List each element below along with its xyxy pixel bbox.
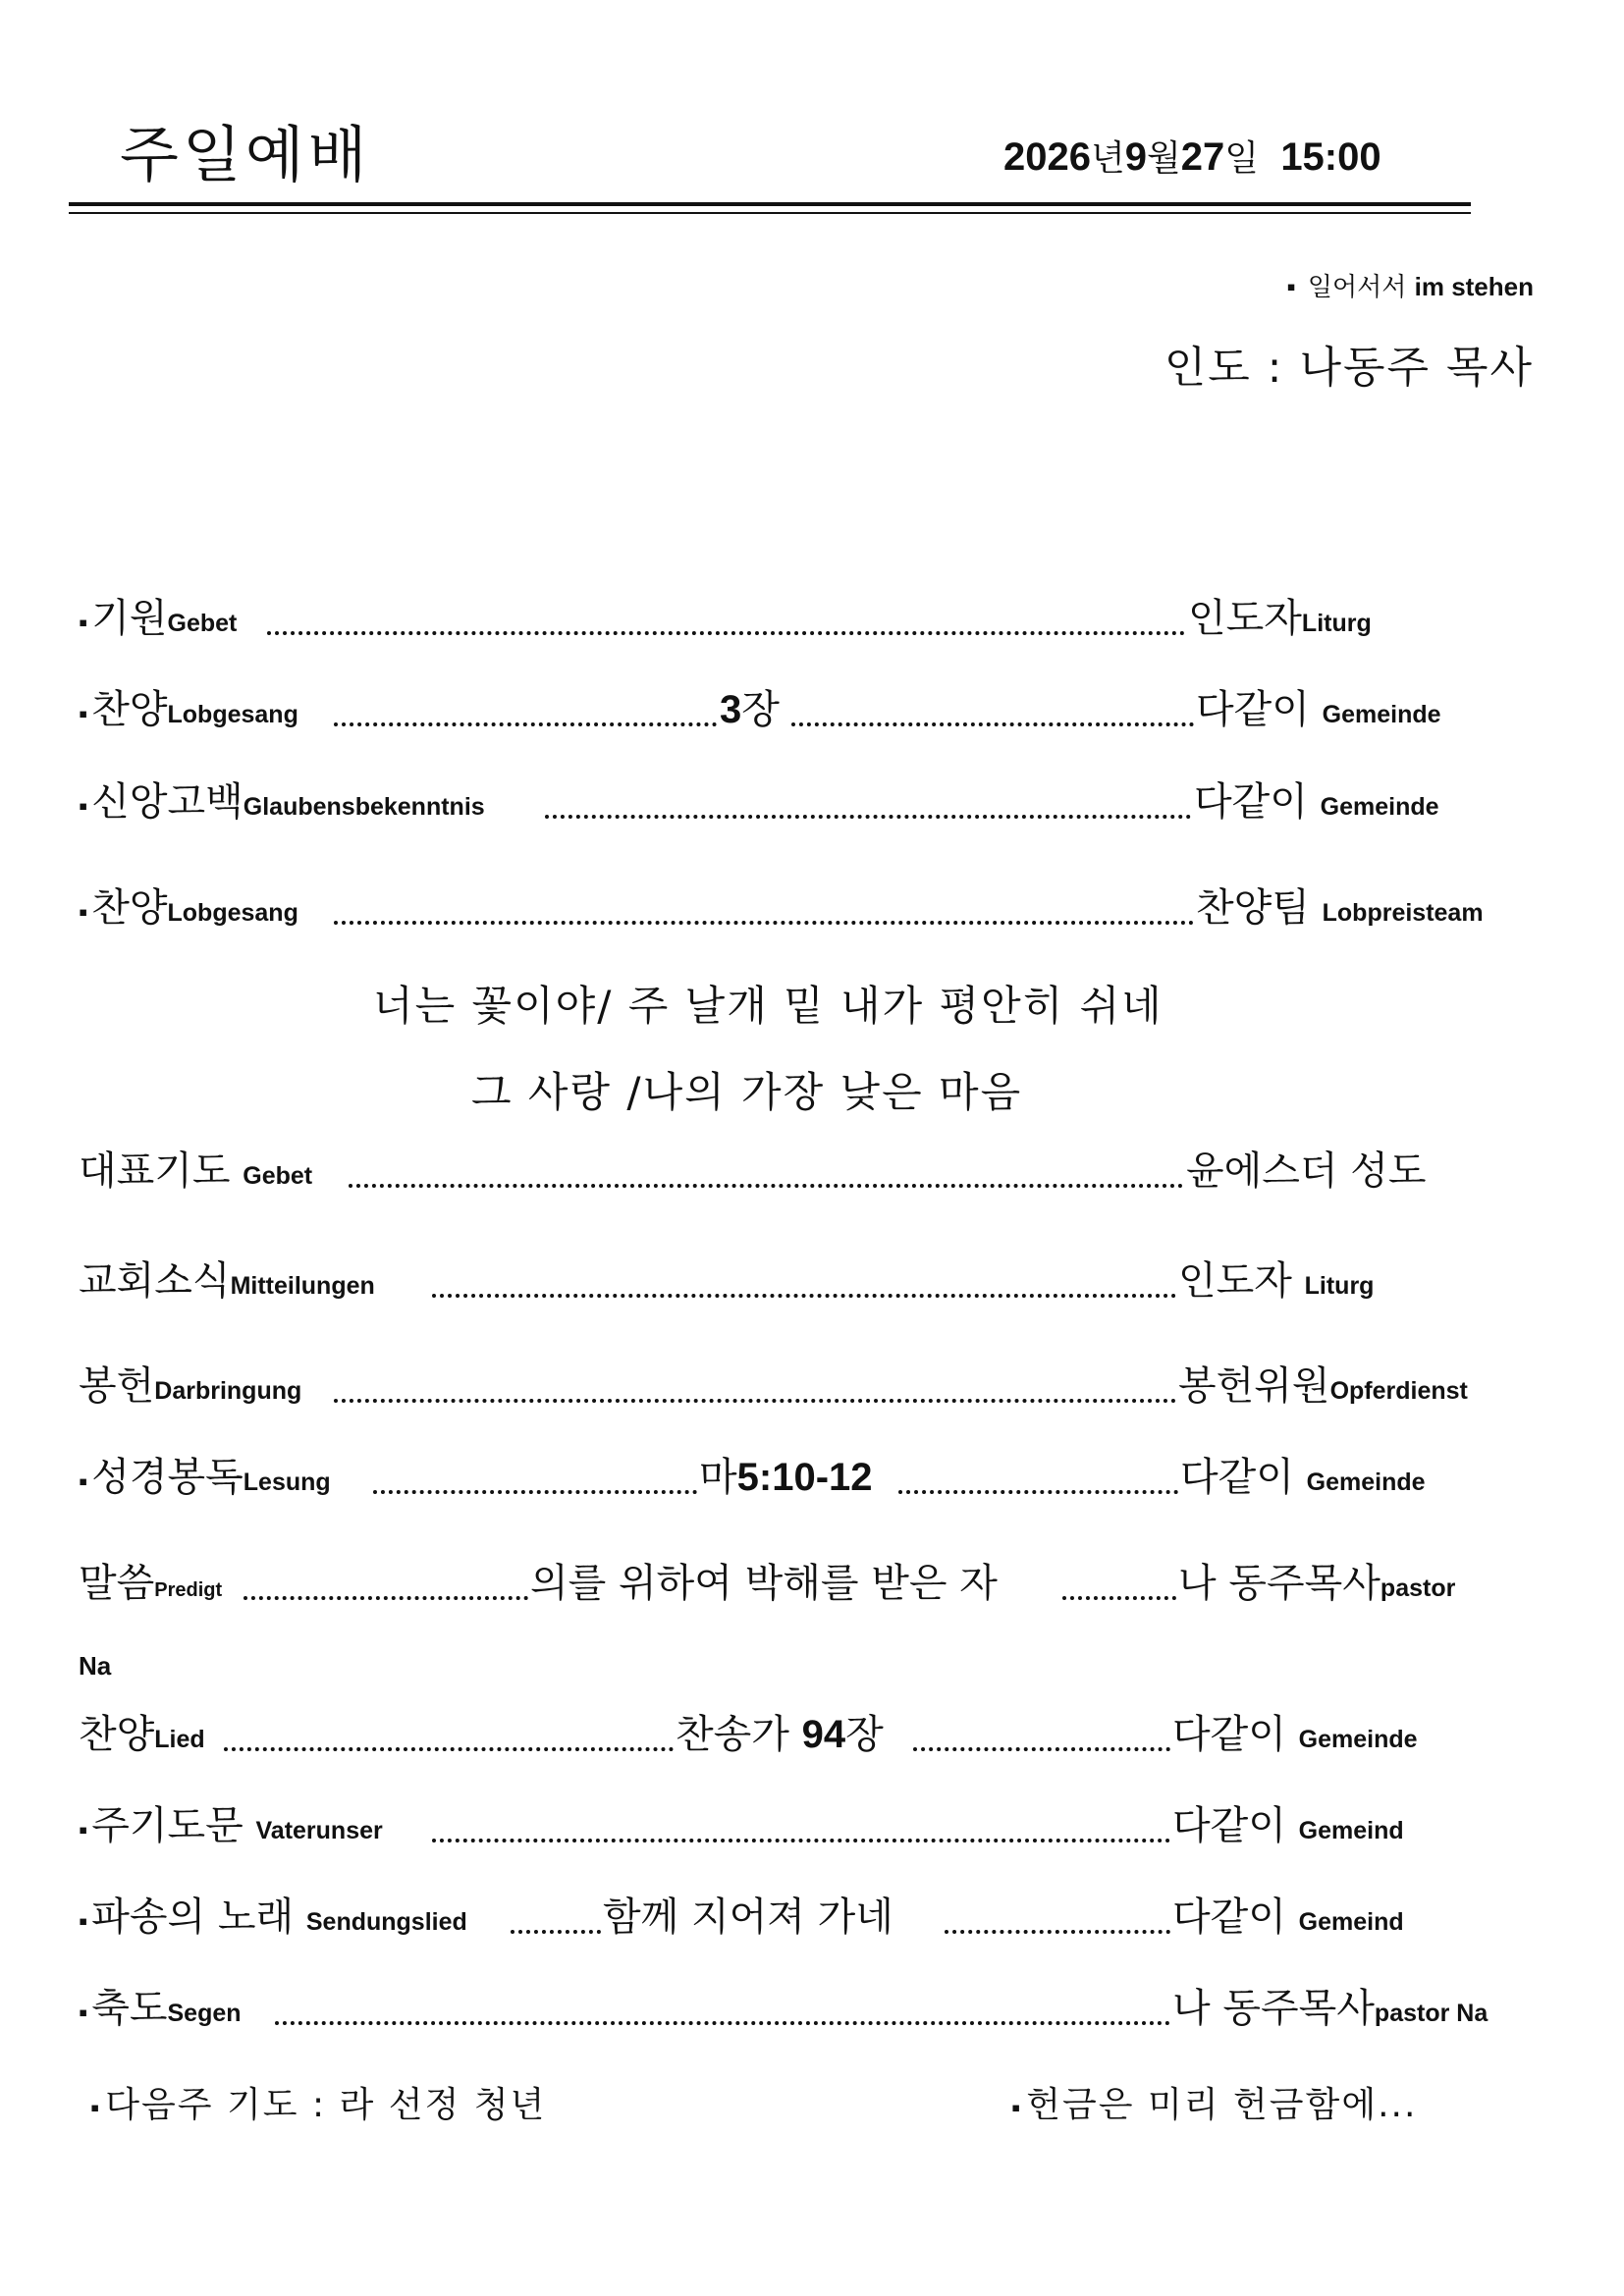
leader-dots [334, 921, 1194, 925]
leader-dots [791, 722, 1194, 726]
item-performer-de: Opferdienst [1329, 1377, 1468, 1405]
leader-dots [913, 1747, 1170, 1751]
item-title-kr: 찬양 [91, 885, 168, 931]
date-year-unit: 년 [1090, 138, 1125, 179]
order-item-announcements [0, 1227, 1624, 1306]
service-leader: 인도 : 나동주 목사 [1164, 343, 1534, 393]
standing-note-kr: 일어서서 [1307, 273, 1407, 302]
item-performer: 인도자 [1178, 1258, 1292, 1304]
item-performer: 다같이 [1172, 1803, 1286, 1848]
hymn-unit: 장 [741, 687, 780, 732]
item-performer-de: Gemeinde [1306, 1468, 1426, 1496]
header-divider-thin [69, 212, 1471, 214]
order-item-invocation [0, 564, 1624, 643]
order-item-creed [0, 748, 1624, 827]
header-divider [69, 202, 1471, 206]
page-title: 주일예배 [120, 119, 371, 190]
item-performer-de: Gemeind [1298, 1908, 1404, 1936]
leader-dots [244, 1596, 528, 1600]
item-title-kr: 기원 [91, 596, 168, 641]
item-title-de: Lobgesang [167, 899, 298, 927]
item-performer: 인도자 [1188, 596, 1302, 641]
order-item-praise-hymn [0, 656, 1624, 734]
leader-dots [511, 1930, 601, 1934]
item-title-de: Predigt [154, 1579, 223, 1601]
sermon-performer-continuation: Na [79, 1651, 112, 1681]
item-performer-de: Gemeinde [1322, 701, 1441, 728]
bullet: ▪ [79, 699, 88, 728]
order-item-representative-prayer [0, 1117, 1624, 1196]
item-title-de: Segen [167, 2000, 242, 2027]
item-title-kr: 교회소식 [79, 1258, 231, 1304]
item-title-de: Lobgesang [167, 701, 298, 728]
item-title-de: Lied [154, 1726, 205, 1753]
leader-dots [432, 1839, 1170, 1842]
scripture-verses: 5:10-12 [736, 1456, 873, 1499]
leader-dots [373, 1490, 697, 1494]
item-title-kr: 봉헌 [79, 1363, 155, 1409]
item-performer-de: Gemeinde [1298, 1726, 1418, 1753]
service-datetime [1003, 131, 1381, 181]
order-item-lords-prayer [0, 1772, 1624, 1850]
item-title-kr: 파송의 노래 [91, 1895, 295, 1940]
hymn-label: 찬송가 [676, 1712, 802, 1757]
date-month: 9 [1124, 135, 1148, 179]
bullet: ▪ [1286, 272, 1296, 301]
date-day: 27 [1180, 135, 1225, 179]
item-performer: 봉헌위원 [1178, 1363, 1330, 1409]
leader-dots [224, 1747, 674, 1751]
hymn-unit: 장 [845, 1712, 884, 1757]
hymn-number: 94 [801, 1713, 846, 1756]
order-item-benediction [0, 1954, 1624, 2033]
sermon-title: 의를 위하여 박해를 받은 자 [530, 1561, 998, 1606]
leader-dots [334, 1399, 1176, 1403]
standing-note-de: im stehen [1414, 272, 1534, 301]
item-performer: 윤에스더 성도 [1186, 1148, 1427, 1194]
leader-dots [898, 1490, 1178, 1494]
leader-dots [1062, 1596, 1176, 1600]
bullet: ▪ [79, 1467, 88, 1496]
item-title-de: Lesung [243, 1468, 331, 1496]
item-performer-de: Lobpreisteam [1322, 899, 1484, 927]
item-performer: 나 동주목사 [1172, 1986, 1375, 2031]
leader-dots [275, 2021, 1170, 2025]
order-item-hymn [0, 1681, 1624, 1759]
item-title-kr: 말씀 [79, 1561, 155, 1606]
item-performer-de: Liturg [1304, 1272, 1375, 1300]
bullet: ▪ [79, 1906, 88, 1936]
date-month-unit: 월 [1147, 138, 1181, 179]
service-time: 15:00 [1280, 135, 1381, 179]
offering-note [1011, 2077, 1417, 2127]
item-performer: 다같이 [1180, 1455, 1294, 1500]
leader-dots [545, 815, 1191, 819]
hymn-number: 3 [720, 688, 742, 731]
date-year: 2026 [1003, 135, 1091, 179]
item-performer-de: pastor [1380, 1575, 1456, 1602]
bullet: ▪ [90, 2093, 102, 2122]
next-week-prayer-note [90, 2077, 546, 2127]
item-title-kr: 대표기도 [79, 1148, 231, 1194]
order-item-praise-team [0, 854, 1624, 933]
item-title-de: Gebet [167, 610, 238, 637]
item-title-kr: 성경봉독 [91, 1455, 244, 1500]
item-title-kr: 찬양 [79, 1712, 155, 1757]
leader-dots [432, 1294, 1176, 1298]
bullet: ▪ [79, 791, 88, 821]
next-week-prayer-text: 다음주 기도 : 라 선정 청년 [105, 2085, 547, 2125]
item-performer-de: pastor Na [1374, 2000, 1489, 2027]
bullet: ▪ [79, 897, 88, 927]
bullet: ▪ [1011, 2093, 1023, 2122]
bullet: ▪ [79, 1815, 88, 1844]
sending-song-title: 함께 지어져 가네 [603, 1895, 893, 1940]
order-item-sending-song [0, 1863, 1624, 1942]
item-performer: 다같이 [1196, 687, 1310, 732]
item-title-de: Glaubensbekenntnis [243, 793, 485, 821]
standing-note [1286, 267, 1534, 303]
item-performer: 다같이 [1194, 779, 1308, 825]
item-title-de: Sendungslied [305, 1908, 467, 1936]
item-title-kr: 찬양 [91, 687, 168, 732]
item-title-kr: 신앙고백 [91, 779, 244, 825]
song-title-line-1: 너는 꽃이야/ 주 날개 밑 내가 평안히 쉬네 [373, 982, 1164, 1030]
order-item-offering [0, 1332, 1624, 1411]
item-title-de: Vaterunser [255, 1817, 383, 1844]
date-day-unit: 일 [1224, 138, 1260, 179]
item-title-kr: 주기도문 [91, 1803, 244, 1848]
order-item-scripture-reading [0, 1423, 1624, 1502]
item-title-de: Gebet [243, 1162, 313, 1190]
item-performer-de: Gemeinde [1320, 793, 1439, 821]
order-item-sermon [0, 1529, 1624, 1608]
leader-dots [945, 1930, 1170, 1934]
scripture-book: 마 [699, 1455, 737, 1500]
item-performer-de: Gemeind [1298, 1817, 1404, 1844]
leader-dots [349, 1184, 1183, 1188]
item-performer: 다같이 [1172, 1895, 1286, 1940]
item-performer: 나 동주목사 [1178, 1561, 1380, 1606]
item-performer: 다같이 [1172, 1712, 1286, 1757]
offering-note-text: 헌금은 미리 헌금함에... [1026, 2085, 1418, 2125]
item-title-de: Darbringung [154, 1377, 302, 1405]
item-title-de: Mitteilungen [230, 1272, 375, 1300]
item-title-kr: 축도 [91, 1986, 168, 2031]
leader-dots [267, 631, 1185, 635]
song-title-line-2: 그 사랑 /나의 가장 낮은 마음 [471, 1068, 1023, 1116]
bullet: ▪ [79, 1998, 88, 2027]
item-performer-de: Liturg [1301, 610, 1372, 637]
item-performer: 찬양팀 [1196, 885, 1310, 931]
bullet: ▪ [79, 608, 88, 637]
leader-dots [334, 722, 717, 726]
